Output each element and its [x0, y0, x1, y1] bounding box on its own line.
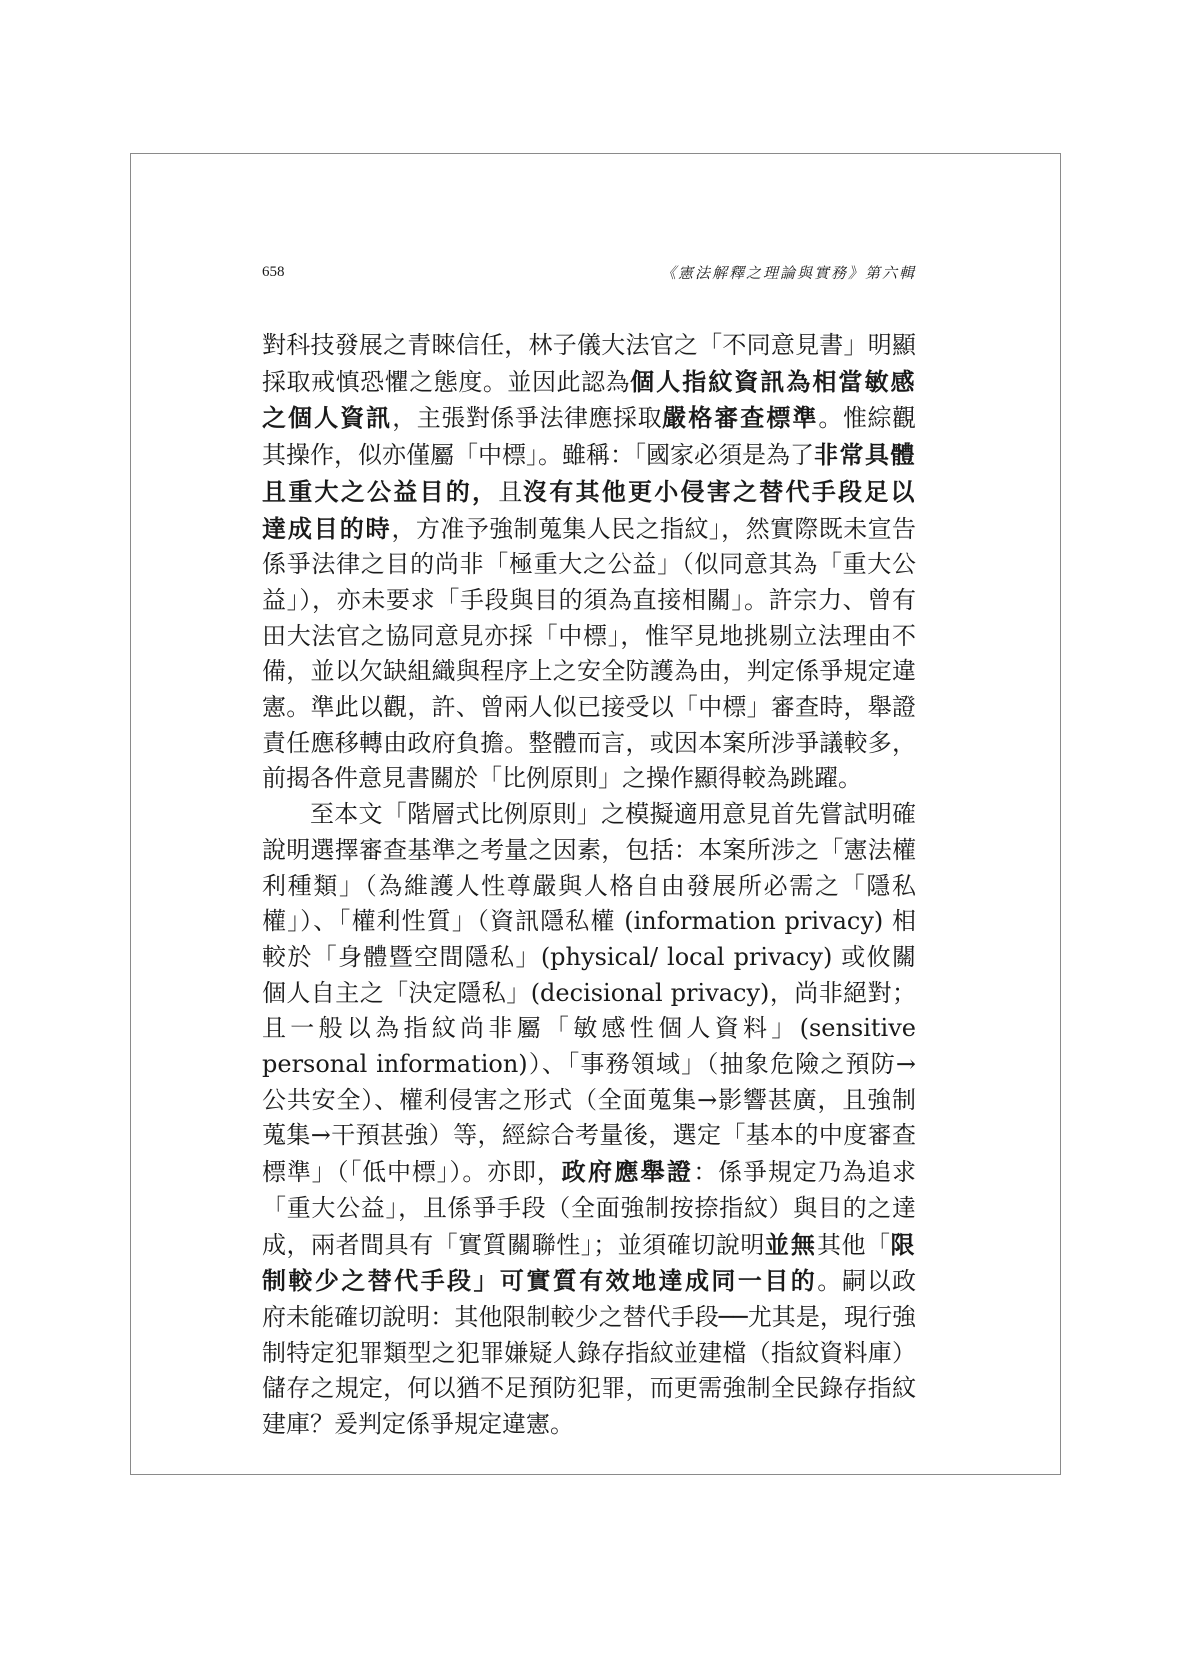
emphasized-text: 嚴格審查標準: [662, 403, 819, 433]
text-run: 其他「: [816, 1230, 891, 1259]
text-run: 。惟綜觀其操作，似亦僅屬「中標」。雖稱：「國家必須是為了: [262, 404, 917, 470]
text-run: ，方准予強制蒐集人民之指紋」，然實際既未宣告係爭法律之目的尚非「極重大之公益」（似同意其為「重大公益」），亦未要求「手段與目的須為直接相關」。許宗力、曾有田大法官之協同意見亦採「中標」，惟罕見地挑剔立法理由不備，並以欠缺組織與程序上之安全防護為由，判定係爭規定違憲。準此以觀，許、曾兩人似已接受以「中標」審查時，舉證責任應移轉由政府負擔。整體而言，或因本案所涉爭議較多，前揭各件意見書關於「比例原則」之操作顯得較為跳躍。: [262, 514, 917, 793]
running-title: 《憲法解釋之理論與實務》第六輯: [660, 264, 916, 282]
text-run: ：係爭規定乃為追求「重大公益」，且係爭手段（全面強制按捺指紋）與目的之達成，兩者間具有「實質關聯性」；並須確切說明: [262, 1158, 917, 1259]
text-run: ，主張對係爭法律應採取: [392, 404, 663, 433]
text-run: 至本文「階層式比例原則」之模擬適用意見首先嘗試明確說明選擇審查基準之考量之因素，包括：本案所涉之「憲法權利種類」（為維護人性尊嚴與人格自由發展所必需之「隱私權」）、「權利性質」（資訊隱私權 (information privacy) 相較於「身體暨空間隱私」(physical/ local privacy) 或攸關個人自主之「決定隱私」(decisional privacy)，尚非絕對；且一般以為指紋尚非屬「敏感性個人資料」(sensitive personal information)）、「事務領域」（抽象危險之預防→公共安全）、權利侵害之形式（全面蒐集→影響甚廣，且強制蒐集→干預甚強）等，經綜合考量後，選定「基本的中度審查標準」（「低中標」）。亦即，: [262, 800, 916, 1187]
emphasized-text: 個人指紋資訊為相當敏感之個人資訊: [262, 366, 917, 433]
emphasized-text: 非常具體且重大之公益目的，: [262, 440, 916, 506]
page-number: 658: [262, 264, 285, 280]
text-run: 對科技發展之青睞信任，林子儀大法官之「不同意見書」明顯採取戒慎恐懼之態度。並因此認為: [262, 331, 916, 396]
body-text: [262, 328, 916, 1443]
emphasized-text: 限制較少之替代手段」可實質有效地達成同一目的: [262, 1229, 917, 1296]
emphasized-text: 政府應舉證: [561, 1157, 694, 1187]
text-run: 且: [498, 477, 523, 506]
page-header: [262, 262, 916, 286]
emphasized-text: 沒有其他更小侵害之替代手段足以達成目的時: [262, 476, 916, 543]
paragraph-2: [262, 797, 916, 1443]
emphasized-text: 並無: [764, 1229, 817, 1259]
paragraph-1: [262, 328, 916, 797]
text-run: 。嗣以政府未能確切說明：其他限制較少之替代手段──尤其是，現行強制特定犯罪類型之犯罪嫌疑人錄存指紋並建檔（指紋資料庫）儲存之規定，何以猶不足預防犯罪，而更需強制全民錄存指紋建庫？爰判定係爭規定違憲。: [262, 1267, 916, 1439]
